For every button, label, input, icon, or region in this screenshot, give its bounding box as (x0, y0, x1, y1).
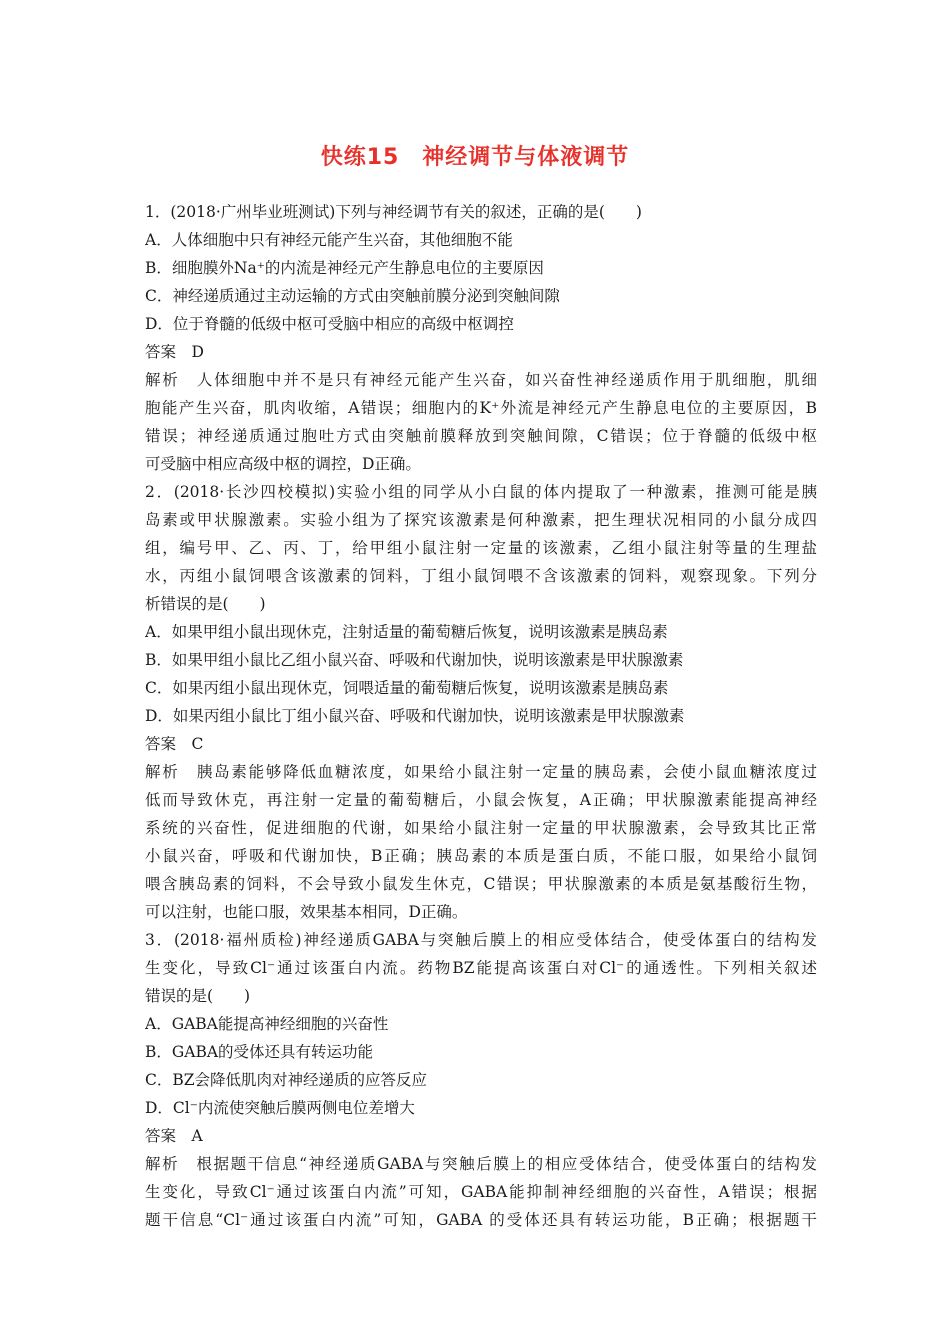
text-line: B．细胞膜外Na⁺的内流是神经元产生静息电位的主要原因 (145, 259, 544, 277)
text-line: A．GABA能提高神经细胞的兴奋性 (145, 1015, 389, 1033)
text-line: 题干信息“Cl⁻通过该蛋白内流”可知，GABA 的受体还具有转运功能，B正确；根据题干 (145, 1211, 817, 1229)
text-line: 2．(2018·长沙四校模拟)实验小组的同学从小白鼠的体内提取了一种激素，推测可能是胰 (145, 483, 817, 501)
text-line: 胞能产生兴奋，肌肉收缩，A错误；细胞内的K⁺外流是神经元产生静息电位的主要原因，B (145, 399, 817, 417)
text-line: 答案 C (145, 735, 204, 753)
text-line: 可以注射，也能口服，效果基本相同，D正确。 (145, 903, 468, 921)
text-line: 可受脑中相应高级中枢的调控，D正确。 (145, 455, 421, 473)
text-line: 低而导致休克，再注射一定量的葡萄糖后，小鼠会恢复，A正确；甲状腺激素能提高神经 (145, 791, 817, 809)
text-line: 析错误的是( ) (145, 595, 266, 613)
text-line: 解析 胰岛素能够降低血糖浓度，如果给小鼠注射一定量的胰岛素，会使小鼠血糖浓度过 (145, 763, 817, 781)
text-line: 答案 D (145, 343, 204, 361)
text-line: 喂含胰岛素的饲料，不会导致小鼠发生休克，C错误；甲状腺激素的本质是氨基酸衍生物， (145, 875, 817, 893)
text-line: 3．(2018·福州质检)神经递质GABA与突触后膜上的相应受体结合，使受体蛋白的结构发 (145, 931, 817, 949)
text-line: A．如果甲组小鼠出现休克，注射适量的葡萄糖后恢复，说明该激素是胰岛素 (145, 623, 668, 641)
text-line: 解析 根据题干信息“神经递质GABA与突触后膜上的相应受体结合，使受体蛋白的结构发 (145, 1155, 817, 1173)
page-title: 快练15 神经调节与体液调节 (320, 145, 630, 170)
text-line: C．BZ会降低肌肉对神经递质的应答反应 (145, 1071, 428, 1089)
text-line: 答案 A (145, 1127, 203, 1145)
text-line: 错误的是( ) (145, 987, 251, 1005)
document-body (145, 198, 817, 1234)
text-line: 错误；神经递质通过胞吐方式由突触前膜释放到突触间隙，C错误；位于脊髓的低级中枢 (145, 427, 817, 445)
text-line: 组，编号甲、乙、丙、丁，给甲组小鼠注射一定量的该激素，乙组小鼠注射等量的生理盐 (145, 539, 817, 557)
text-line: 水，丙组小鼠饲喂含该激素的饲料，丁组小鼠饲喂不含该激素的饲料，观察现象。下列分 (145, 567, 817, 585)
text-line: 系统的兴奋性，促进细胞的代谢，如果给小鼠注射一定量的甲状腺激素，会导致其比正常 (145, 819, 817, 837)
text-line: 1．(2018·广州毕业班测试)下列与神经调节有关的叙述，正确的是( ) (145, 203, 642, 221)
text-line: 生变化，导致Cl⁻通过该蛋白内流。药物BZ能提高该蛋白对Cl⁻的通透性。下列相关叙述 (145, 959, 817, 977)
text-line: B．如果甲组小鼠比乙组小鼠兴奋、呼吸和代谢加快，说明该激素是甲状腺激素 (145, 651, 684, 669)
text-line: 岛素或甲状腺激素。实验小组为了探究该激素是何种激素，把生理状况相同的小鼠分成四 (145, 511, 817, 529)
text-line: D．位于脊髓的低级中枢可受脑中相应的高级中枢调控 (145, 315, 514, 333)
text-line: 生变化，导致Cl⁻通过该蛋白内流”可知，GABA能抑制神经细胞的兴奋性，A错误；根据 (145, 1183, 817, 1201)
text-line: D．Cl⁻内流使突触后膜两侧电位差增大 (145, 1099, 415, 1117)
text-line: C．如果丙组小鼠出现休克，饲喂适量的葡萄糖后恢复，说明该激素是胰岛素 (145, 679, 669, 697)
text-line: A．人体细胞中只有神经元能产生兴奋，其他细胞不能 (145, 231, 513, 249)
text-line: B．GABA的受体还具有转运功能 (145, 1043, 374, 1061)
text-line: C．神经递质通过主动运输的方式由突触前膜分泌到突触间隙 (145, 287, 560, 305)
text-line: 解析 人体细胞中并不是只有神经元能产生兴奋，如兴奋性神经递质作用于肌细胞，肌细 (145, 371, 817, 389)
text-line: D．如果丙组小鼠比丁组小鼠兴奋、呼吸和代谢加快，说明该激素是甲状腺激素 (145, 707, 685, 725)
text-line: 小鼠兴奋，呼吸和代谢加快，B正确；胰岛素的本质是蛋白质，不能口服，如果给小鼠饲 (145, 847, 817, 865)
